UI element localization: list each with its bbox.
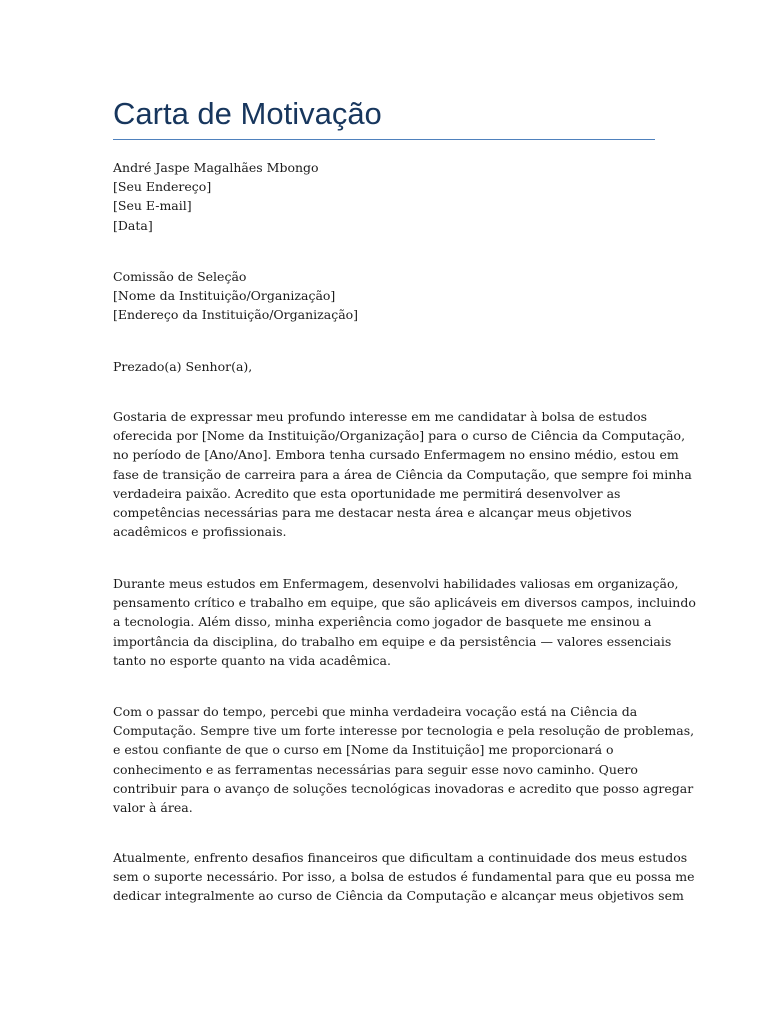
sender-name: André Jaspe Magalhães Mbongo (113, 160, 319, 175)
paragraph-line: Com o passar do tempo, percebi que minha verdadeira vocação está na Ciência da (113, 704, 638, 719)
salutation-block (113, 357, 655, 376)
paragraph-line: competências necessárias para me destacar nesta área e alcançar meus objetivos (113, 505, 632, 521)
paragraph-line: Atualmente, enfrento desafios financeiros que dificultam a continuidade dos meus estudos (113, 850, 688, 865)
paragraph-line: valor à área. (113, 800, 193, 816)
paragraph-4 (113, 848, 695, 906)
paragraph-line: Gostaria de expressar meu profundo interesse em me candidatar à bolsa de estudos (113, 409, 648, 424)
paragraph-line: tanto no esporte quanto na vida acadêmica. (113, 652, 391, 668)
paragraph-line: sem o suporte necessário. Por isso, a bolsa de estudos é fundamental para que eu possa me (113, 869, 695, 885)
recipient-block (113, 267, 655, 325)
paragraph-line: dedicar integralmente ao curso de Ciência da Computação e alcançar meus objetivos sem (113, 888, 684, 904)
paragraph-line: no período de [Ano/Ano]. Embora tenha cursado Enfermagem no ensino médio, estou em (113, 447, 679, 463)
paragraph-2 (113, 574, 696, 670)
sender-email: [Seu E-mail] (113, 198, 192, 214)
recipient-institution: [Nome da Instituição/Organização] (113, 288, 336, 304)
paragraph-3 (113, 702, 695, 817)
recipient-institution-address: [Endereço da Instituição/Organização] (113, 307, 359, 323)
document-title: Carta de Motivação (113, 96, 382, 131)
paragraph-line: importância da disciplina, do trabalho em equipe e da persistência — valores essenciais (113, 633, 672, 649)
sender-block (113, 158, 655, 235)
paragraph-line: contribuir para o avanço de soluções tecnológicas inovadoras e acredito que posso agregar (113, 780, 694, 796)
paragraph-line: Computação. Sempre tive um forte interesse por tecnologia e pela resolução de problemas, (113, 723, 695, 739)
paragraph-line: e estou confiante de que o curso em [Nome da Instituição] me proporcionará o (113, 742, 614, 758)
title-underline (113, 139, 655, 140)
paragraph-line: oferecida por [Nome da Instituição/Organização] para o curso de Ciência da Computação, (113, 428, 686, 444)
salutation: Prezado(a) Senhor(a), (113, 359, 253, 374)
paragraph-line: conhecimento e as ferramentas necessárias para seguir esse novo caminho. Quero (113, 761, 638, 777)
sender-address: [Seu Endereço] (113, 179, 212, 195)
paragraph-line: a tecnologia. Além disso, minha experiência como jogador de basquete me ensinou a (113, 614, 652, 630)
sender-date: [Data] (113, 217, 153, 233)
paragraph-line: pensamento crítico e trabalho em equipe, que são aplicáveis em diversos campos, incluindo (113, 595, 696, 611)
paragraph-line: fase de transição de carreira para a área de Ciência da Computação, que sempre foi minha (113, 466, 692, 482)
paragraph-line: verdadeira paixão. Acredito que esta oportunidade me permitirá desenvolver as (113, 485, 621, 501)
paragraph-line: Durante meus estudos em Enfermagem, desenvolvi habilidades valiosas em organização, (113, 576, 679, 591)
recipient-committee: Comissão de Seleção (113, 269, 247, 284)
paragraph-1 (113, 407, 692, 541)
paragraph-line: acadêmicos e profissionais. (113, 524, 287, 540)
